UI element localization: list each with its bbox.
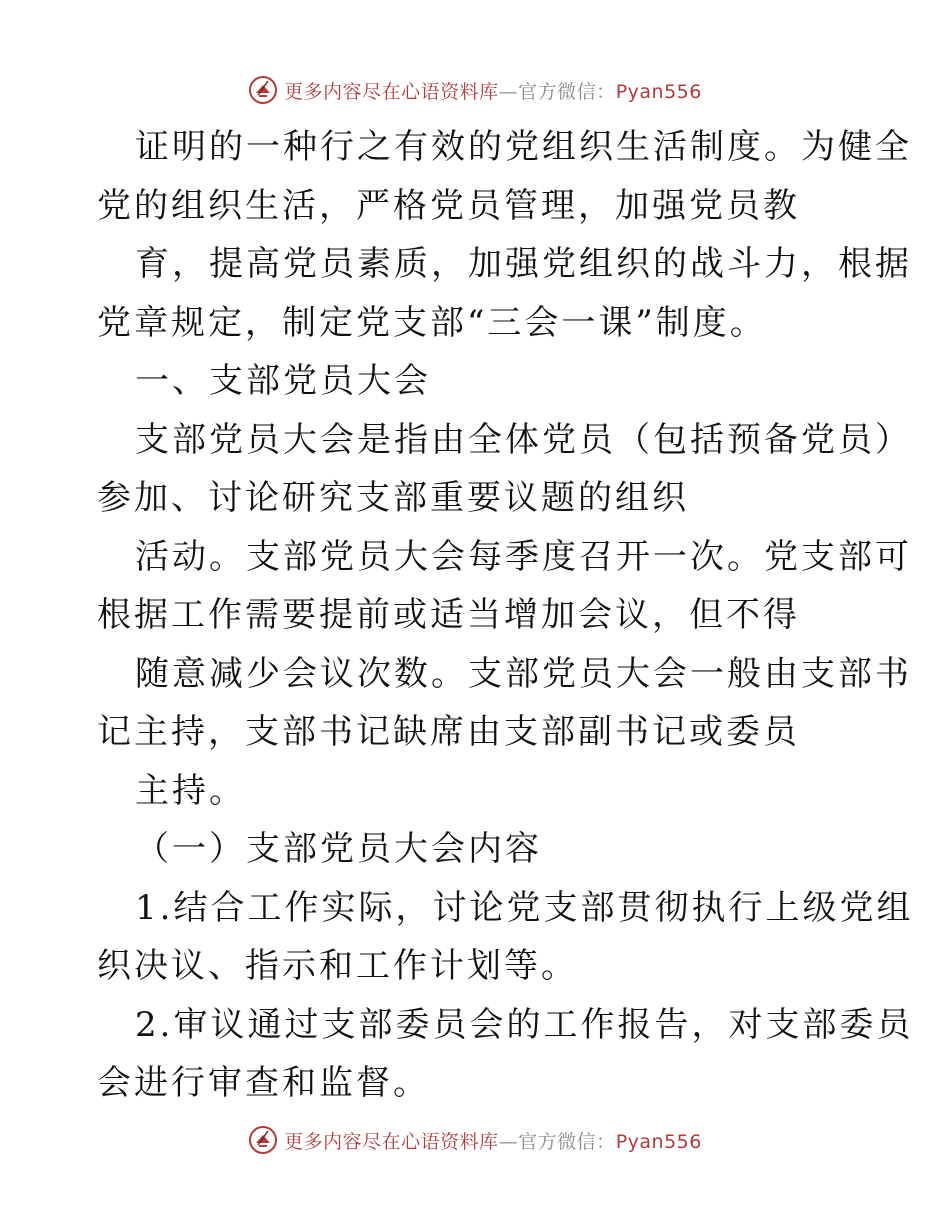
- banner-wechat-label: 官方微信：: [518, 80, 616, 103]
- text-line: 党章规定，制定党支部“三会一课”制度。: [97, 302, 767, 343]
- banner-wechat-id: Pyan556: [615, 80, 702, 103]
- section-heading: 一、支部党员大会: [135, 361, 431, 401]
- text-line: 根据工作需要提前或适当增加会议，但不得: [97, 595, 800, 635]
- book-quill-logo-icon: [248, 1125, 278, 1155]
- footer-banner: [0, 1120, 950, 1160]
- banner-separator: —: [498, 1130, 519, 1153]
- banner-text: [284, 1127, 702, 1154]
- list-item: 2.审议通过支部委员会的工作报告，对支部委员: [135, 1004, 914, 1045]
- banner-wechat-id: Pyan556: [615, 1130, 702, 1153]
- text-line: 随意减少会议次数。支部党员大会一般由支部书: [135, 653, 912, 694]
- banner-separator: —: [498, 80, 519, 103]
- banner-title: 更多内容尽在心语资料库: [284, 80, 499, 103]
- book-quill-logo-icon: [248, 75, 278, 105]
- header-banner: [0, 70, 950, 110]
- text-line: 证明的一种行之有效的党组织生活制度。为健全: [135, 127, 912, 167]
- text-line: 活动。支部党员大会每季度召开一次。党支部可: [135, 536, 912, 577]
- text-line: 支部党员大会是指由全体党员（包括预备党员）: [135, 419, 912, 460]
- banner-title: 更多内容尽在心语资料库: [284, 1130, 499, 1153]
- document-body: [97, 118, 914, 1113]
- banner-wechat-label: 官方微信：: [518, 1130, 616, 1153]
- text-line: 记主持，支部书记缺席由支部副书记或委员: [97, 712, 800, 752]
- banner-text: [284, 77, 702, 104]
- text-line: 主持。: [135, 770, 246, 811]
- text-line: 党的组织生活，严格党员管理，加强党员教: [97, 185, 800, 226]
- text-line: 参加、讨论研究支部重要议题的组织: [97, 478, 689, 518]
- list-item: 1.结合工作实际，讨论党支部贯彻执行上级党组: [135, 887, 914, 928]
- subsection-heading: （一）支部党员大会内容: [135, 829, 542, 869]
- list-item-continuation: 会进行审查和监督。: [97, 1063, 430, 1103]
- list-item-continuation: 织决议、指示和工作计划等。: [97, 946, 578, 986]
- text-line: 育，提高党员素质，加强党组织的战斗力，根据: [135, 244, 912, 284]
